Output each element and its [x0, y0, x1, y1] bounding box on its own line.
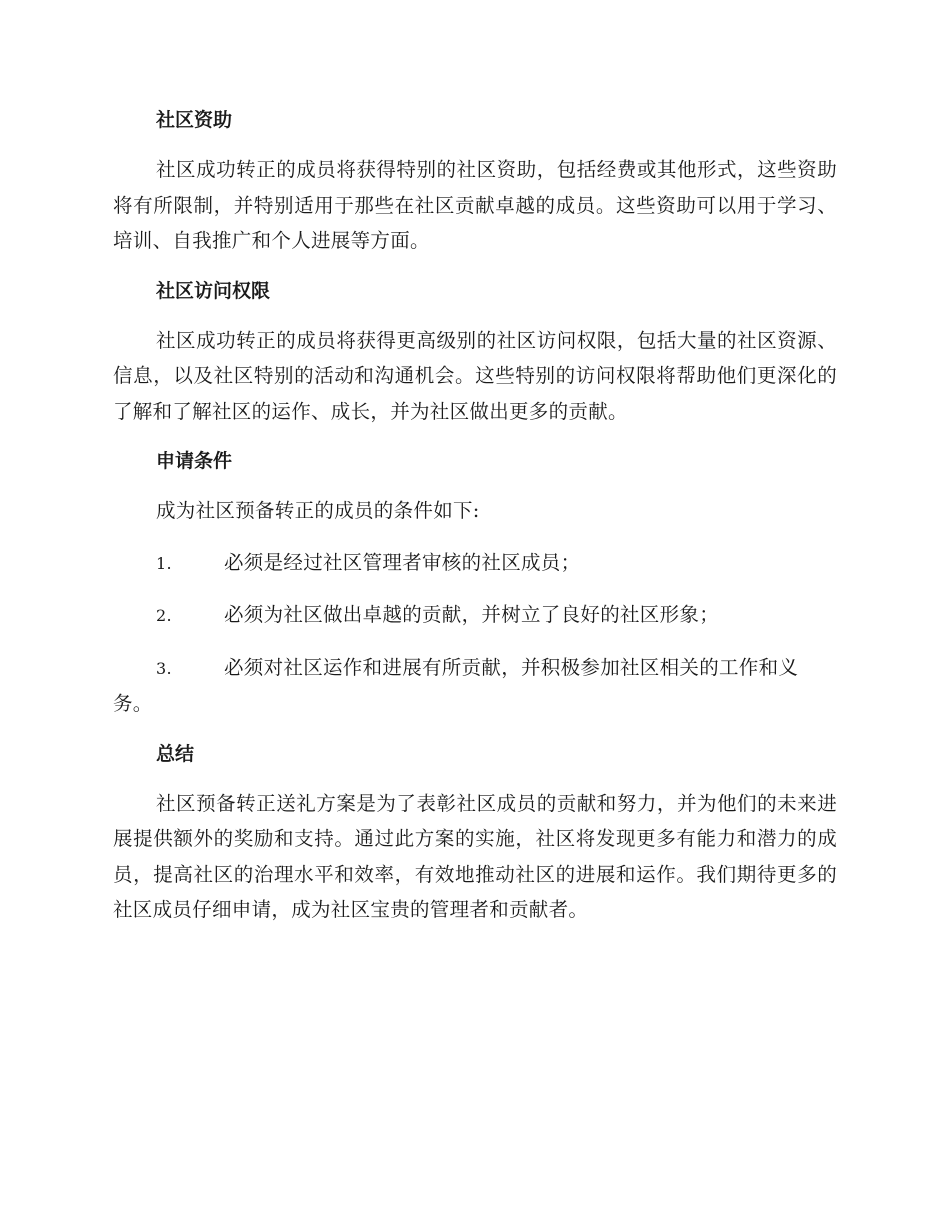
section-paragraph-summary: 社区预备转正送礼方案是为了表彰社区成员的贡献和努力，并为他们的未来进展提供额外的奖励和支持。通过此方案的实施，社区将发现更多有能力和潜力的成员，提高社区的治理水平和效率，有效地推动社区的进展和运作。我们期待更多的社区成员仔细申请，成为社区宝贵的管理者和贡献者。	[113, 791, 837, 921]
list-item-number: 2.	[156, 606, 172, 625]
section-heading-summary: 总结	[156, 742, 195, 765]
section-heading-requirements: 申请条件	[156, 450, 233, 472]
list-item-number: 3.	[156, 658, 172, 678]
list-item-text: 必须是经过社区管理者审核的社区成员；	[224, 550, 581, 574]
section-paragraph-community-funding: 社区成功转正的成员将获得特别的社区资助，包括经费或其他形式，这些资助将有所限制，并特别适用于那些在社区贡献卓越的成员。这些资助可以用于学习、培训、自我推广和个人进展等方面。	[113, 158, 837, 252]
list-item	[113, 597, 837, 634]
list-item	[113, 650, 837, 722]
section-heading-access-rights: 社区访问权限	[156, 279, 271, 302]
list-item-number: 1.	[156, 553, 172, 573]
list-item-text: 必须为社区做出卓越的贡献，并树立了良好的社区形象；	[224, 603, 720, 626]
requirements-intro: 成为社区预备转正的成员的条件如下:	[156, 499, 480, 522]
document-page	[113, 104, 837, 944]
section-paragraph-access-rights: 社区成功转正的成员将获得更高级别的社区访问权限，包括大量的社区资源、信息，以及社区特别的活动和沟通机会。这些特别的访问权限将帮助他们更深化的了解和了解社区的运作、成长，并为社区做出更多的贡献。	[113, 328, 837, 423]
list-item	[113, 545, 837, 582]
list-item-text: 必须对社区运作和进展有所贡献，并积极参加社区相关的工作和义务。	[113, 655, 799, 715]
section-heading-community-funding: 社区资助	[156, 109, 233, 131]
